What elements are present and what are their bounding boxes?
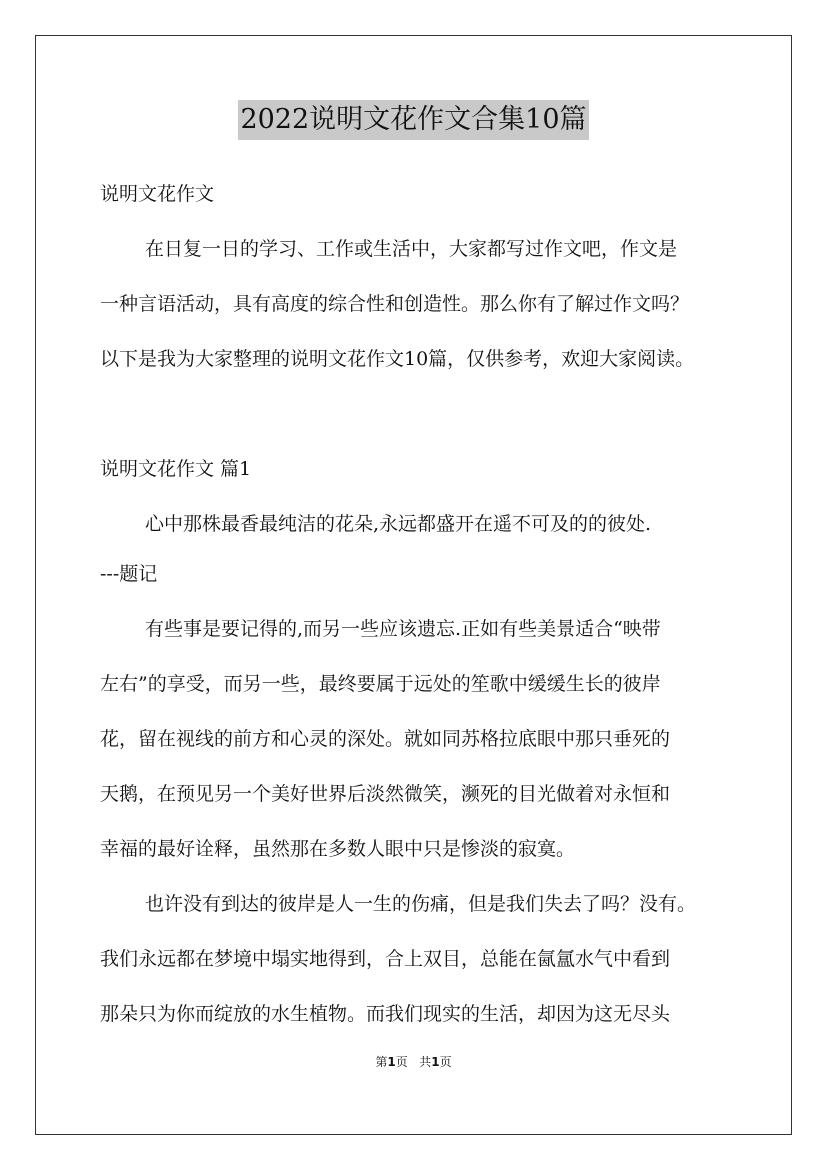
paragraph-line: 心中那株最香最纯洁的花朵,永远都盛开在遥不可及的的彼处. <box>145 513 652 535</box>
paragraph-line: 天鹅，在预见另一个美好世界后淡然微笑，濒死的目光做着对永恒和 <box>100 783 671 805</box>
total-suffix: 页 <box>439 1055 452 1069</box>
document-body <box>100 172 728 1047</box>
paragraph-line: 也许没有到达的彼岸是人一生的伤痛，但是我们失去了吗？没有。 <box>145 893 697 915</box>
page-suffix: 页 <box>395 1055 408 1069</box>
page-number: 1 <box>387 1055 396 1069</box>
paragraph-line: 我们永远都在梦境中塌实地得到，合上双目，总能在氤氲水气中看到 <box>100 948 671 970</box>
page-footer <box>0 1053 827 1071</box>
paragraph-line: 左右”的享受，而另一些，最终要属于远处的笙歌中缓缓生长的彼岸 <box>100 673 661 695</box>
paragraph-line: 那朵只为你而绽放的水生植物。而我们现实的生活，却因为这无尽头 <box>100 1003 671 1025</box>
total-number: 1 <box>431 1055 440 1069</box>
paragraph-line: 以下是我为大家整理的说明文花作文10篇，仅供参考，欢迎大家阅读。 <box>100 348 695 370</box>
page-prefix: 第 <box>375 1055 388 1069</box>
section-heading: 说明文花作文 篇1 <box>100 458 252 480</box>
paragraph-line: 幸福的最好诠释，虽然那在多数人眼中只是惨淡的寂寞。 <box>100 838 576 860</box>
epigraph-line: ---题记 <box>100 563 158 585</box>
total-prefix: 共 <box>419 1055 432 1069</box>
paragraph-line: 花，留在视线的前方和心灵的深处。就如同苏格拉底眼中那只垂死的 <box>100 728 671 750</box>
blank-line <box>100 392 728 447</box>
paragraph-line: 在日复一日的学习、工作或生活中，大家都写过作文吧，作文是 <box>145 238 678 260</box>
intro-heading: 说明文花作文 <box>100 183 215 205</box>
document-title: 2022说明文花作文合集10篇 <box>238 100 588 140</box>
paragraph-line: 有些事是要记得的,而另一些应该遗忘.正如有些美景适合“映带 <box>145 618 661 640</box>
title-container <box>0 100 827 140</box>
paragraph-line: 一种言语活动，具有高度的综合性和创造性。那么你有了解过作文吗？ <box>100 293 690 315</box>
